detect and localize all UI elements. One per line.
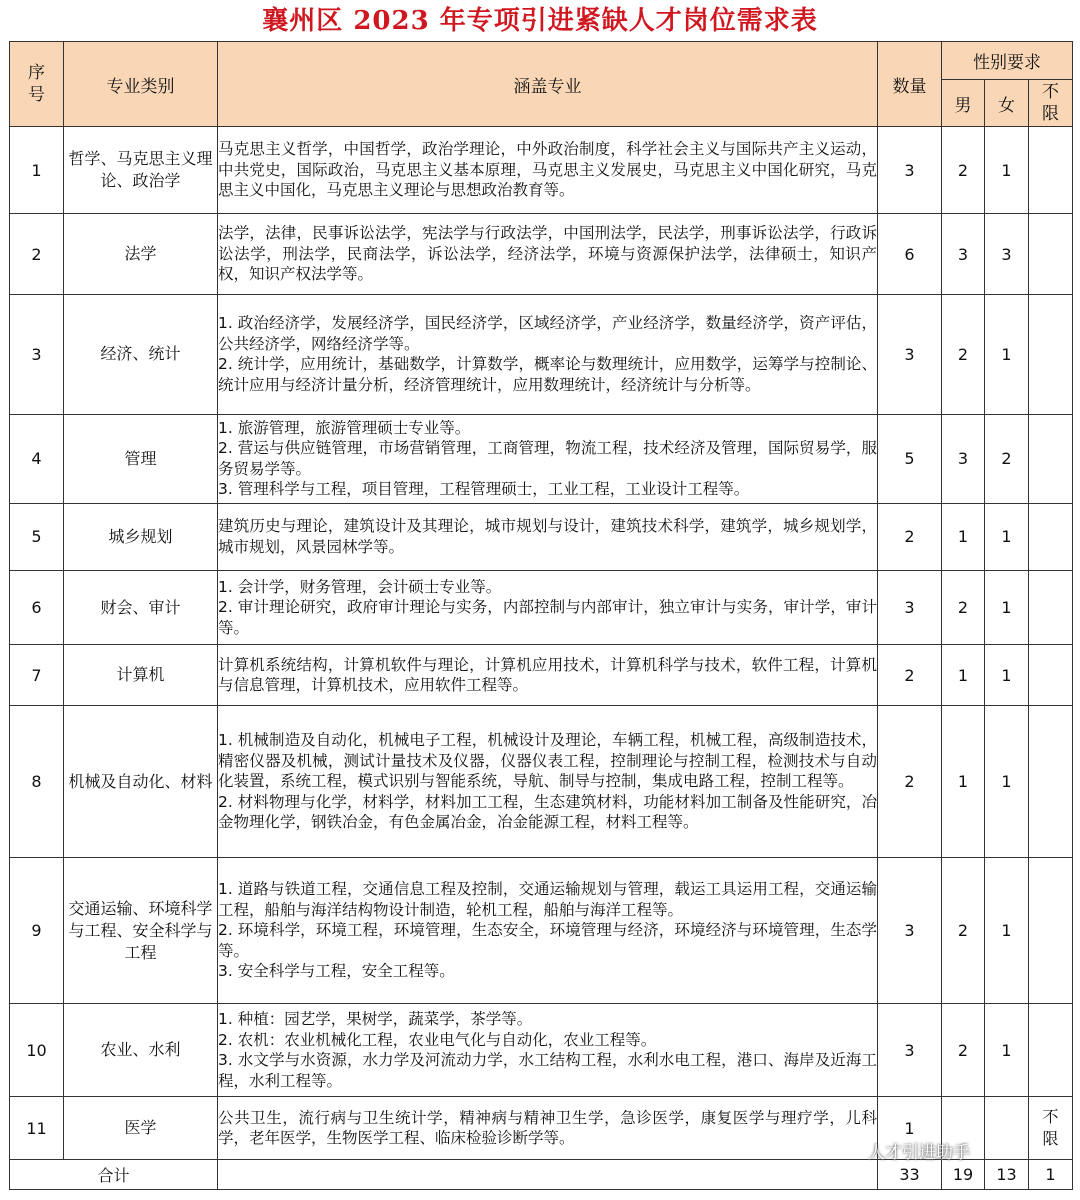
total-count: 33 — [878, 1160, 942, 1190]
header-row — [10, 42, 1073, 80]
row-seq: 7 — [10, 645, 64, 706]
row-majors — [218, 645, 878, 706]
row-unlimited — [1029, 414, 1073, 503]
row-female: 3 — [985, 214, 1029, 295]
row-count: 3 — [878, 858, 942, 1004]
header-female: 女 — [985, 80, 1029, 127]
row-female: 1 — [985, 503, 1029, 570]
row-category: 财会、审计 — [64, 570, 218, 645]
total-majors-cell — [218, 1160, 878, 1190]
row-male: 2 — [942, 570, 985, 645]
row-category: 法学 — [64, 214, 218, 295]
table-row — [10, 645, 1073, 706]
row-male: 1 — [942, 503, 985, 570]
row-category: 管理 — [64, 414, 218, 503]
row-count: 6 — [878, 214, 942, 295]
header-category: 专业类别 — [64, 42, 218, 127]
row-seq: 6 — [10, 570, 64, 645]
major-line: 3. 水文学与水资源，水力学及河流动力学，水工结构工程，水利水电工程，港口、海岸及近海工程，水利工程等。 — [218, 1051, 877, 1090]
row-unlimited — [1029, 706, 1073, 858]
major-line: 2. 统计学，应用统计，基础数学，计算数学，概率论与数理统计，应用数学，运筹学与控制论、统计应用与经济计量分析，经济管理统计，应用数理统计，经济统计与分析等。 — [218, 355, 877, 394]
row-unlimited — [1029, 570, 1073, 645]
major-line: 公共卫生，流行病与卫生统计学，精神病与精神卫生学，急诊医学，康复医学与理疗学，儿科学，老年医学，生物医学工程、临床检验诊断学等。 — [218, 1108, 877, 1148]
row-category: 城乡规划 — [64, 503, 218, 570]
row-seq: 4 — [10, 414, 64, 503]
major-line: 1. 旅游管理，旅游管理硕士专业等。 — [218, 418, 471, 437]
row-seq: 5 — [10, 503, 64, 570]
row-majors — [218, 503, 878, 570]
major-line: 1. 道路与铁道工程，交通信息工程及控制，交通运输规划与管理，载运工具运用工程，交通运输工程，船舶与海洋结构物设计制造，轮机工程，船舶与海洋工程等。 — [218, 880, 877, 919]
header-gender: 性别要求 — [942, 42, 1073, 80]
row-majors — [218, 414, 878, 503]
row-count: 2 — [878, 706, 942, 858]
table-body — [10, 127, 1073, 1160]
row-seq: 8 — [10, 706, 64, 858]
row-unlimited — [1029, 295, 1073, 415]
row-male: 2 — [942, 295, 985, 415]
table-row — [10, 214, 1073, 295]
requirements-table — [9, 41, 1073, 1190]
row-seq: 3 — [10, 295, 64, 415]
table-row — [10, 858, 1073, 1004]
major-line: 2. 营运与供应链管理，市场营销管理，工商管理，物流工程，技术经济及管理，国际贸易学，服务贸易学等。 — [218, 439, 877, 478]
row-male: 1 — [942, 706, 985, 858]
watermark-text: 人才引进助手 — [868, 1142, 970, 1163]
major-line: 1. 机械制造及自动化，机械电子工程，机械设计及理论，车辆工程，机械工程，高级制造技术，精密仪器及机械，测试计量技术及仪器，仪器仪表工程，控制理论与控制工程，检测技术与自动化装置，系统工程，模式识别与智能系统，导航、制导与控制，集成电路工程，控制工程等。 — [218, 731, 877, 791]
row-category: 经济、统计 — [64, 295, 218, 415]
total-label: 合计 — [10, 1160, 218, 1190]
table-row — [10, 503, 1073, 570]
row-female: 2 — [985, 414, 1029, 503]
major-line: 马克思主义哲学，中国哲学，政治学理论，中外政治制度，科学社会主义与国际共产主义运动，中共党史，国际政治，马克思主义基本原理，马克思主义发展史，马克思主义中国化研究，马克思主义中国化，马克思主义理论与思想政治教育等。 — [218, 140, 877, 200]
row-category: 农业、水利 — [64, 1003, 218, 1096]
major-line: 1. 种植：园艺学，果树学，蔬菜学，茶学等。 — [218, 1010, 533, 1029]
table-row — [10, 414, 1073, 503]
table-row — [10, 570, 1073, 645]
row-seq: 1 — [10, 127, 64, 214]
row-count: 3 — [878, 295, 942, 415]
row-female: 1 — [985, 1003, 1029, 1096]
major-line: 1. 会计学，财务管理，会计硕士专业等。 — [218, 577, 502, 596]
row-majors — [218, 570, 878, 645]
header-count: 数量 — [878, 42, 942, 127]
row-unlimited — [1029, 1003, 1073, 1096]
row-male: 1 — [942, 645, 985, 706]
row-majors — [218, 858, 878, 1004]
row-count: 2 — [878, 503, 942, 570]
row-majors — [218, 127, 878, 214]
row-majors — [218, 1003, 878, 1096]
row-unlimited — [1029, 858, 1073, 1004]
row-female: 1 — [985, 858, 1029, 1004]
row-female: 1 — [985, 295, 1029, 415]
watermark — [836, 1136, 970, 1164]
total-unlimited: 1 — [1029, 1160, 1073, 1190]
row-seq: 11 — [10, 1097, 64, 1160]
row-category: 医学 — [64, 1097, 218, 1160]
major-line: 法学，法律，民事诉讼法学，宪法学与行政法学，中国刑法学，民法学，刑事诉讼法学，行政诉讼法学，刑法学，民商法学，诉讼法学，经济法学，环境与资源保护法学，法律硕士，知识产权，知识产权法学等。 — [218, 224, 877, 284]
major-line: 2. 审计理论研究，政府审计理论与实务，内部控制与内部审计，独立审计与实务，审计学，审计等。 — [218, 598, 877, 637]
row-male: 2 — [942, 127, 985, 214]
total-row — [10, 1160, 1073, 1190]
major-line: 1. 政治经济学，发展经济学，国民经济学，区域经济学，产业经济学，数量经济学，资产评估，公共经济学，网络经济学等。 — [218, 314, 877, 353]
row-category: 计算机 — [64, 645, 218, 706]
row-category: 交通运输、环境科学与工程、安全科学与工程 — [64, 858, 218, 1004]
row-category: 机械及自动化、材料 — [64, 706, 218, 858]
row-unlimited — [1029, 127, 1073, 214]
row-unlimited — [1029, 503, 1073, 570]
row-majors — [218, 706, 878, 858]
header-majors: 涵盖专业 — [218, 42, 878, 127]
row-count: 5 — [878, 414, 942, 503]
wechat-icon — [836, 1139, 862, 1161]
header-seq: 序号 — [10, 42, 64, 127]
header-unlimited: 不限 — [1029, 80, 1073, 127]
row-category: 哲学、马克思主义理论、政治学 — [64, 127, 218, 214]
row-count: 3 — [878, 1003, 942, 1096]
row-seq: 2 — [10, 214, 64, 295]
row-majors — [218, 1097, 878, 1160]
row-count: 3 — [878, 127, 942, 214]
row-female: 1 — [985, 706, 1029, 858]
major-line: 计算机系统结构，计算机软件与理论，计算机应用技术，计算机科学与技术，软件工程，计算机与信息管理，计算机技术，应用软件工程等。 — [218, 655, 877, 695]
row-majors — [218, 214, 878, 295]
page-title: 襄州区 2023 年专项引进紧缺人才岗位需求表 — [262, 6, 818, 36]
table-row — [10, 1003, 1073, 1096]
row-male: 3 — [942, 214, 985, 295]
row-female: 1 — [985, 570, 1029, 645]
row-male: 3 — [942, 414, 985, 503]
major-line: 3. 安全科学与工程，安全工程等。 — [218, 962, 455, 981]
header-male: 男 — [942, 80, 985, 127]
row-female — [985, 1097, 1029, 1160]
row-male: 2 — [942, 858, 985, 1004]
row-count: 1 — [878, 1097, 942, 1160]
major-line: 2. 材料物理与化学，材料学，材料加工工程，生态建筑材料，功能材料加工制备及性能研究，冶金物理化学，钢铁冶金，有色金属冶金，冶金能源工程，材料工程等。 — [218, 792, 877, 832]
table-row — [10, 706, 1073, 858]
row-seq: 9 — [10, 858, 64, 1004]
row-unlimited — [1029, 645, 1073, 706]
row-female: 1 — [985, 127, 1029, 214]
major-line: 2. 农机：农业机械化工程，农业电气化与自动化，农业工程等。 — [218, 1030, 657, 1049]
row-male: 2 — [942, 1003, 985, 1096]
major-line: 建筑历史与理论，建筑设计及其理论，城市规划与设计，建筑技术科学，建筑学，城乡规划学，城市规划，风景园林学等。 — [218, 517, 877, 556]
row-majors — [218, 295, 878, 415]
row-count: 2 — [878, 645, 942, 706]
table-row — [10, 127, 1073, 214]
total-male: 19 — [942, 1160, 985, 1190]
total-female: 13 — [985, 1160, 1029, 1190]
row-seq: 10 — [10, 1003, 64, 1096]
row-unlimited — [1029, 214, 1073, 295]
row-female: 1 — [985, 645, 1029, 706]
row-unlimited: 不限 — [1029, 1097, 1073, 1160]
major-line: 2. 环境科学，环境工程，环境管理，生态安全，环境管理与经济，环境经济与环境管理，生态学等。 — [218, 921, 877, 960]
major-line: 3. 管理科学与工程，项目管理，工程管理硕士，工业工程，工业设计工程等。 — [218, 480, 750, 499]
row-count: 3 — [878, 570, 942, 645]
table-row — [10, 295, 1073, 415]
